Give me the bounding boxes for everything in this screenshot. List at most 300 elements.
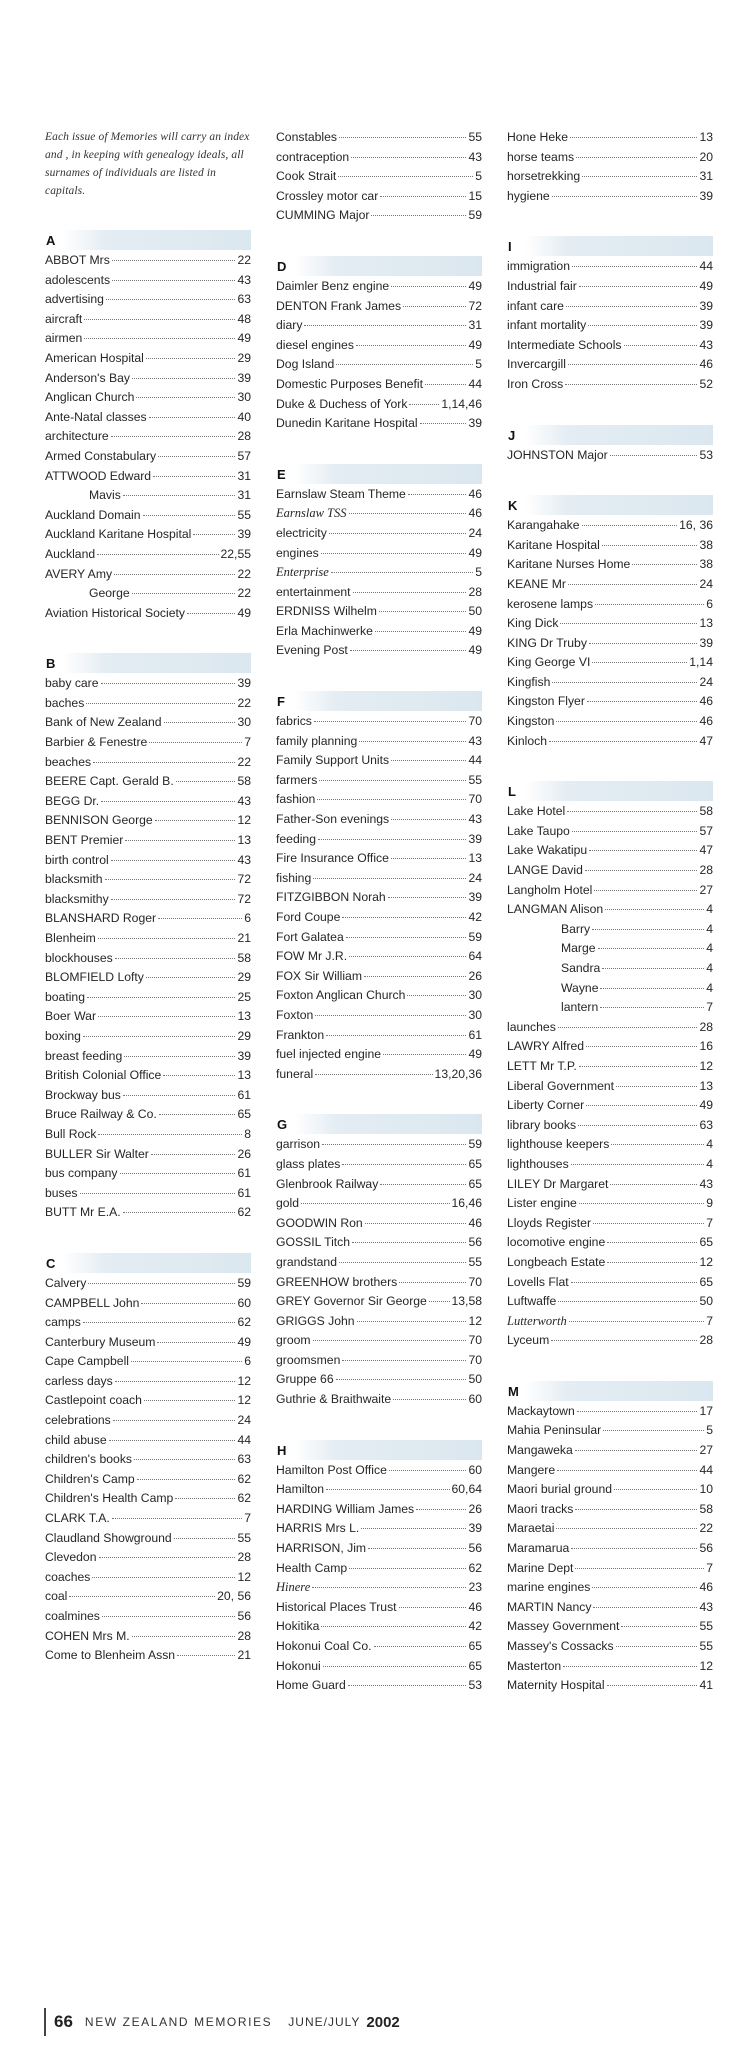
entry-term: Lake Taupo <box>507 823 570 838</box>
index-entry <box>276 967 482 987</box>
entry-page: 22 <box>237 566 251 581</box>
entry-term: Liberal Government <box>507 1078 615 1093</box>
leader-dots <box>602 545 698 546</box>
entry-page: 39 <box>699 188 713 203</box>
entry-page: 40 <box>237 409 251 424</box>
entry-term: Dunedin Karitane Hospital <box>276 416 418 431</box>
index-entry <box>45 1587 251 1607</box>
entry-term: BENNISON George <box>45 813 153 828</box>
entry-page: 39 <box>699 298 713 313</box>
index-entry <box>276 1175 482 1195</box>
leader-dots <box>607 1685 698 1686</box>
index-entry <box>45 1027 251 1047</box>
index-entry <box>276 1351 482 1371</box>
index-entry <box>507 336 713 356</box>
index-entry <box>507 1331 713 1351</box>
leader-dots <box>106 299 235 300</box>
leader-dots <box>120 1173 236 1174</box>
index-column-1 <box>45 128 251 1696</box>
leader-dots <box>323 1666 467 1667</box>
leader-dots <box>163 1075 235 1076</box>
index-entry <box>45 486 251 506</box>
entry-term: Kingfish <box>507 674 551 689</box>
index-entry <box>45 831 251 851</box>
index-entry <box>45 870 251 890</box>
leader-dots <box>365 1223 467 1224</box>
entry-page: 44 <box>699 259 713 274</box>
index-entry <box>45 1607 251 1627</box>
entry-term: Glenbrook Railway <box>276 1176 379 1191</box>
entry-page: 27 <box>699 882 713 897</box>
entry-page: 46 <box>699 694 713 709</box>
entry-page: 31 <box>237 468 251 483</box>
leader-dots <box>155 820 236 821</box>
entry-term: Gruppe 66 <box>276 1372 334 1387</box>
index-entry <box>507 375 713 395</box>
entry-page: 56 <box>468 1541 482 1556</box>
index-entry <box>507 1194 713 1214</box>
entry-term: Luftwaffe <box>507 1294 557 1309</box>
entry-term: adolescents <box>45 272 111 287</box>
entry-term: carless days <box>45 1373 113 1388</box>
entry-term: Karitane Hospital <box>507 537 600 552</box>
leader-dots <box>575 1568 704 1569</box>
entry-page: 50 <box>468 604 482 619</box>
leader-dots <box>575 1450 698 1451</box>
leader-dots <box>558 1301 697 1302</box>
section-letter: C <box>45 1253 251 1273</box>
entry-page: 7 <box>706 1313 713 1328</box>
leader-dots <box>146 358 236 359</box>
entry-page: 22 <box>237 253 251 267</box>
entry-term: Canterbury Museum <box>45 1334 156 1349</box>
issue-months: JUNE/JULY <box>288 2015 361 2029</box>
leader-dots <box>409 404 439 405</box>
index-entry <box>45 427 251 447</box>
leader-dots <box>577 1411 698 1412</box>
index-entry <box>276 1500 482 1520</box>
entry-page: 29 <box>237 350 251 365</box>
leader-dots <box>632 564 697 565</box>
entry-page: 22 <box>699 1521 713 1536</box>
leader-dots <box>83 1036 236 1037</box>
index-section-e <box>276 464 482 661</box>
leader-dots <box>592 662 687 663</box>
index-entry <box>276 869 482 889</box>
entry-page: 72 <box>237 872 251 887</box>
entry-page: 59 <box>237 1275 251 1290</box>
leader-dots <box>141 1303 235 1304</box>
leader-dots <box>368 1548 466 1549</box>
entry-term: architecture <box>45 429 109 444</box>
entry-page: 20 <box>699 149 713 164</box>
page-number: 66 <box>54 2012 73 2031</box>
entry-page: 43 <box>699 1176 713 1191</box>
entry-term: Kingston <box>507 714 555 729</box>
entry-page: 39 <box>468 1521 482 1536</box>
index-section-i <box>507 236 713 394</box>
entry-page: 39 <box>699 635 713 650</box>
entry-page: 56 <box>468 1235 482 1250</box>
entry-page: 26 <box>237 1146 251 1161</box>
index-entry <box>507 1175 713 1195</box>
entry-term: Hamilton <box>276 1482 325 1497</box>
leader-dots <box>98 1016 235 1017</box>
leader-dots <box>115 958 236 959</box>
leader-dots <box>193 534 235 535</box>
leader-dots <box>124 1056 235 1057</box>
index-entry <box>507 1402 713 1422</box>
index-entry <box>45 909 251 929</box>
index-entry <box>507 1096 713 1116</box>
entry-term: Father-Son evenings <box>276 812 390 827</box>
leader-dots <box>375 631 467 632</box>
leader-dots <box>146 977 236 978</box>
index-entry <box>276 810 482 830</box>
leader-dots <box>134 1459 235 1460</box>
index-entry <box>45 251 251 271</box>
index-entry <box>276 1026 482 1046</box>
index-entry <box>507 536 713 556</box>
leader-dots <box>572 831 698 832</box>
entry-term: Lake Hotel <box>507 804 566 819</box>
index-entry <box>507 1135 713 1155</box>
index-entry <box>507 1617 713 1637</box>
entry-term: Clevedon <box>45 1550 97 1565</box>
index-entry <box>45 290 251 310</box>
index-entry <box>507 277 713 297</box>
entry-term: Armed Constabulary <box>45 448 157 463</box>
leader-dots <box>87 997 235 998</box>
entry-page: 59 <box>468 929 482 944</box>
entry-page: 72 <box>237 891 251 906</box>
index-entry <box>45 565 251 585</box>
index-entry <box>276 790 482 810</box>
index-entry <box>507 1637 713 1657</box>
entry-term: Karitane Nurses Home <box>507 557 631 572</box>
leader-dots <box>557 1470 697 1471</box>
index-entry <box>507 575 713 595</box>
index-entry <box>45 467 251 487</box>
leader-dots <box>144 1400 236 1401</box>
index-entry <box>507 1539 713 1559</box>
index-entry <box>45 1372 251 1392</box>
leader-dots <box>132 593 236 594</box>
leader-dots <box>563 1666 697 1667</box>
entry-page: 61 <box>468 1027 482 1042</box>
entry-term: Historical Places Trust <box>276 1599 397 1614</box>
entry-term: BENT Premier <box>45 833 124 848</box>
index-entry <box>276 1390 482 1410</box>
entry-page: 50 <box>699 1294 713 1309</box>
leader-dots <box>556 1528 697 1529</box>
leader-dots <box>429 1301 450 1302</box>
entry-page: 55 <box>468 772 482 787</box>
entry-page: 70 <box>468 792 482 807</box>
index-intro: Each issue of Memories will carry an index and , in keeping with genealogy ideals, all surnames of individuals are listed in capitals. <box>45 131 250 197</box>
index-entry <box>276 849 482 869</box>
index-entry <box>45 1646 251 1666</box>
leader-dots <box>399 1282 466 1283</box>
entry-page: 7 <box>706 1215 713 1230</box>
index-entry <box>507 1500 713 1520</box>
entry-term: Kinloch <box>507 733 547 748</box>
leader-dots <box>69 1596 215 1597</box>
entry-term: Invercargill <box>507 357 566 372</box>
leader-dots <box>349 1568 466 1569</box>
entry-term: GOSSIL Titch <box>276 1235 351 1250</box>
leader-dots <box>149 417 236 418</box>
leader-dots <box>125 840 235 841</box>
entry-term: Massey's Cossacks <box>507 1639 614 1653</box>
index-entry <box>45 329 251 349</box>
entry-term: Maori burial ground <box>507 1482 613 1497</box>
entry-term: LILEY Dr Margaret <box>507 1176 609 1191</box>
entry-term: CAMPBELL John <box>45 1295 140 1310</box>
entry-page: 43 <box>237 852 251 867</box>
entry-term: MARTIN Nancy <box>507 1599 592 1614</box>
entry-term: Evening Post <box>276 643 348 658</box>
entry-page: 49 <box>468 278 482 293</box>
leader-dots <box>607 1262 697 1263</box>
leader-dots <box>571 1548 697 1549</box>
entry-term: Liberty Corner <box>507 1098 585 1113</box>
entry-page: 41 <box>699 1678 713 1693</box>
index-entry <box>507 822 713 842</box>
entry-term: lighthouses <box>507 1156 569 1171</box>
magazine-title: NEW ZEALAND MEMORIES <box>84 2015 273 2029</box>
leader-dots <box>592 929 704 930</box>
index-entry <box>507 979 713 999</box>
leader-dots <box>600 1007 704 1008</box>
entry-term: Mangere <box>507 1462 556 1477</box>
entry-page: 10 <box>699 1482 713 1497</box>
index-entry <box>276 928 482 948</box>
entry-term: Auckland Domain <box>45 507 141 522</box>
leader-dots <box>558 1027 698 1028</box>
entry-term: American Hospital <box>45 350 144 365</box>
entry-term: boating <box>45 989 85 1004</box>
leader-dots <box>357 1321 467 1322</box>
leader-dots <box>313 1340 467 1341</box>
leader-dots <box>342 1360 466 1361</box>
index-entry <box>507 1559 713 1579</box>
leader-dots <box>600 988 704 989</box>
leader-dots <box>575 1509 697 1510</box>
leader-dots <box>388 897 467 898</box>
entry-term: Claudland Showground <box>45 1530 172 1545</box>
entry-page: 24 <box>699 576 713 591</box>
index-entry <box>276 1331 482 1351</box>
index-entry <box>276 1480 482 1500</box>
leader-dots <box>149 742 242 743</box>
index-entry <box>45 772 251 792</box>
entry-term: Mahia Peninsular <box>507 1423 602 1438</box>
index-entry <box>45 447 251 467</box>
index-entry <box>507 167 713 187</box>
entry-term: Ford Coupe <box>276 910 341 924</box>
entry-term: fabrics <box>276 714 312 729</box>
leader-dots <box>594 890 697 891</box>
entry-page: 63 <box>699 1117 713 1132</box>
leader-dots <box>399 1607 467 1608</box>
index-entry <box>507 998 713 1018</box>
entry-term: Marge <box>561 941 596 956</box>
index-entry <box>507 614 713 634</box>
entry-term: Mavis <box>89 488 121 503</box>
entry-page: 38 <box>699 537 713 552</box>
index-entry <box>507 1312 713 1332</box>
entry-page: 13 <box>237 1009 251 1024</box>
index-entry <box>507 355 713 375</box>
index-entry <box>507 1519 713 1539</box>
leader-dots <box>109 1440 236 1441</box>
leader-dots <box>420 423 467 424</box>
index-entry <box>276 1194 482 1214</box>
entry-term: birth control <box>45 852 109 867</box>
entry-page: 62 <box>237 1491 251 1506</box>
leader-dots <box>593 1607 697 1608</box>
entry-term: LETT Mr T.P. <box>507 1058 577 1073</box>
index-entry <box>45 1274 251 1294</box>
entry-page: 4 <box>706 921 713 936</box>
index-entry <box>276 316 482 336</box>
index-section-continued <box>507 128 713 206</box>
entry-page: 13,20,36 <box>434 1066 482 1081</box>
leader-dots <box>339 137 466 138</box>
entry-term: Langholm Hotel <box>507 882 593 897</box>
index-entry <box>276 1065 482 1085</box>
entry-page: 13 <box>699 616 713 631</box>
index-entry <box>276 947 482 967</box>
leader-dots <box>602 968 704 969</box>
entry-page: 12 <box>237 1393 251 1408</box>
index-entry <box>276 563 482 583</box>
leader-dots <box>339 1262 466 1263</box>
index-entry <box>45 1066 251 1086</box>
leader-dots <box>616 1646 698 1647</box>
leader-dots <box>326 1489 449 1490</box>
index-entry <box>507 595 713 615</box>
leader-dots <box>159 1114 236 1115</box>
index-entry <box>276 1233 482 1253</box>
leader-dots <box>383 1054 466 1055</box>
entry-term: Home Guard <box>276 1678 346 1693</box>
index-section-j <box>507 425 713 466</box>
entry-page: 24 <box>237 1413 251 1428</box>
entry-page: 29 <box>237 1028 251 1043</box>
entry-term: HARRIS Mrs L. <box>276 1521 360 1536</box>
entry-term: Family Support Units <box>276 753 390 768</box>
entry-term: Massey Government <box>507 1619 620 1634</box>
entry-term: LAWRY Alfred <box>507 1039 584 1054</box>
entry-page: 60 <box>237 1295 251 1310</box>
entry-term: gold <box>276 1196 300 1211</box>
entry-page: 13 <box>699 130 713 144</box>
index-entry <box>45 310 251 330</box>
entry-page: 5 <box>475 565 482 580</box>
leader-dots <box>605 909 704 910</box>
leader-dots <box>101 683 236 684</box>
index-entry <box>276 375 482 395</box>
entry-page: 21 <box>237 1648 251 1663</box>
index-entry <box>507 673 713 693</box>
entry-term: Brockway bus <box>45 1087 121 1102</box>
entry-term: Domestic Purposes Benefit <box>276 376 423 391</box>
leader-dots <box>132 1636 236 1637</box>
leader-dots <box>566 306 698 307</box>
entry-term: George <box>89 586 130 601</box>
entry-page: 30 <box>468 988 482 1003</box>
leader-dots <box>621 1626 697 1627</box>
entry-term: BEERE Capt. Gerald B. <box>45 774 174 789</box>
entry-page: 16,46 <box>451 1196 482 1211</box>
index-entry <box>276 1539 482 1559</box>
leader-dots <box>593 1223 704 1224</box>
leader-dots <box>579 286 698 287</box>
entry-term: Masterton <box>507 1658 562 1673</box>
entry-term: Earnslaw TSS <box>276 506 347 521</box>
index-entry <box>45 890 251 910</box>
entry-term: Lister engine <box>507 1196 577 1211</box>
entry-term: Anderson's Bay <box>45 370 130 385</box>
index-entry <box>507 1598 713 1618</box>
index-entry <box>45 1203 251 1223</box>
leader-dots <box>578 1125 697 1126</box>
entry-term: British Colonial Office <box>45 1068 162 1083</box>
index-section-continued <box>276 128 482 226</box>
entry-term: DENTON Frank James <box>276 298 402 313</box>
entry-term: blacksmith <box>45 872 103 887</box>
entry-term: Duke & Duchess of York <box>276 396 408 411</box>
leader-dots <box>174 1538 236 1539</box>
page-footer <box>44 2008 400 2036</box>
index-entry <box>276 544 482 564</box>
entry-term: aircraft <box>45 311 83 326</box>
leader-dots <box>616 1086 697 1087</box>
entry-term: Constables <box>276 130 337 144</box>
entry-page: 49 <box>237 1334 251 1349</box>
entry-page: 4 <box>706 1156 713 1171</box>
index-entry <box>45 733 251 753</box>
index-entry <box>276 1253 482 1273</box>
entry-term: bus company <box>45 1166 118 1181</box>
leader-dots <box>84 319 235 320</box>
index-entry <box>507 1077 713 1097</box>
index-entry <box>45 1470 251 1490</box>
index-entry <box>45 1086 251 1106</box>
entry-page: 5 <box>475 357 482 372</box>
entry-term: lighthouse keepers <box>507 1137 610 1152</box>
index-entry <box>276 888 482 908</box>
index-entry <box>45 349 251 369</box>
index-entry <box>45 1105 251 1125</box>
index-entry <box>45 1184 251 1204</box>
entry-page: 13 <box>237 833 251 848</box>
index-column-3 <box>507 128 713 1726</box>
index-entry <box>507 316 713 336</box>
leader-dots <box>83 1322 236 1323</box>
entry-term: AVERY Amy <box>45 566 113 581</box>
leader-dots <box>585 870 698 871</box>
entry-term: library books <box>507 1117 577 1132</box>
entry-term: garrison <box>276 1137 321 1152</box>
entry-page: 65 <box>468 1176 482 1191</box>
leader-dots <box>187 613 235 614</box>
entry-term: Foxton <box>276 1007 314 1022</box>
index-entry <box>507 841 713 861</box>
leader-dots <box>111 860 236 861</box>
